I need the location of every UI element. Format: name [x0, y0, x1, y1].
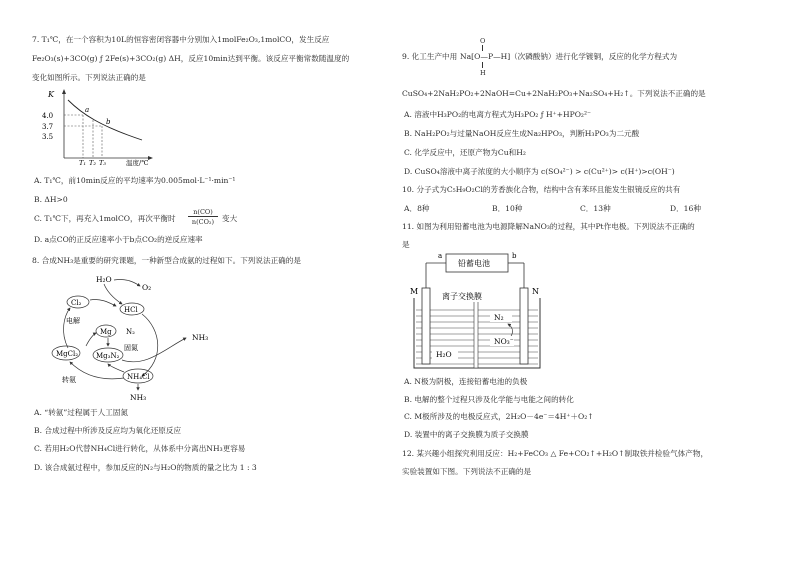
q11-electrolysis-apparatus — [408, 248, 548, 374]
x-tick-t2: T₂ — [89, 159, 96, 166]
q11-stem-line1: 11. 如图为利用铅蓄电池为电源降解NaNO₃的过程，其中Pt作电极。下列说法不正确的 — [402, 222, 695, 231]
membrane-label: 离子交换膜 — [442, 292, 482, 301]
k-curve — [68, 100, 142, 140]
mgcl2-to-mg-arrow — [86, 333, 96, 346]
q7-option-c-suffix: 变大 — [222, 214, 238, 223]
y-axis-arrow — [62, 89, 66, 94]
x-axis-arrow — [148, 156, 153, 160]
mg-label: Mg — [100, 328, 112, 336]
mgcl2-to-cl2-arrow — [64, 308, 70, 348]
terminal-b-label: b — [512, 252, 517, 260]
q9-structure-bond-top — [482, 45, 483, 51]
y-tick-3-7: 3.7 — [42, 123, 54, 131]
q10-option-a: A．8种 — [404, 204, 430, 213]
q7-option-c-numerator: n(CO) — [193, 208, 213, 216]
q8-option-c: C. 若用H₂O代替NH₄Cl进行转化，从体系中分离出NH₃更容易 — [34, 444, 246, 453]
q9-option-b: B. NaH₂PO₂与过量NaOH反应生成Na₂HPO₃，判断H₃PO₃为二元酸 — [404, 129, 640, 138]
q7-option-c-denominator: n(CO₂) — [191, 218, 215, 226]
nh4cl-to-mgcl2-arrow — [70, 362, 124, 379]
q11-stem-line2: 是 — [402, 240, 410, 249]
q10-option-d: D．16种 — [670, 204, 701, 213]
point-b-label: b — [106, 118, 111, 126]
q8-ammonia-synthesis-diagram — [46, 268, 226, 404]
q9-equation: CuSO₄+2NaH₂PO₂+2NaOH=Cu+2NaH₂PO₃+Na₂SO₄+H₂↑。下列说法不正确的是 — [402, 89, 706, 98]
y-tick-4-0: 4.0 — [42, 112, 54, 120]
q7-stem-line3: 变化如图所示。下列说法正确的是 — [32, 73, 146, 82]
electrolysis-label: 电解 — [66, 317, 80, 325]
q9-option-c: C. 化学反应中，还原产物为Cu和H₂ — [404, 148, 526, 157]
q7-option-c-prefix: C. T₁℃下，再充入1molCO，再次平衡时 — [34, 214, 176, 223]
q10-option-c: C．13种 — [580, 204, 611, 213]
q9-structure-formula: Na[O—P—H] — [460, 52, 511, 61]
nh4cl-label: NH₄Cl — [127, 373, 150, 381]
q9-structure-oxygen: O — [480, 37, 486, 45]
terminal-a-label: a — [438, 252, 443, 260]
q7-k-temperature-graph — [42, 86, 192, 166]
q8-stem: 8. 合成NH₃是重要的研究课题，一种新型合成氨的过程如下。下列说法正确的是 — [32, 256, 301, 265]
electrode-m — [422, 288, 430, 364]
q8-option-a: A. “转氨”过程属于人工固氮 — [34, 408, 129, 417]
n2-product-label: N₂ — [494, 313, 504, 322]
electrode-n — [520, 288, 528, 364]
q11-option-d: D. 装置中的离子交换膜为质子交换膜 — [404, 430, 529, 439]
q10-option-b: B．10种 — [492, 204, 523, 213]
q9-stem-suffix: （次磷酸钠）进行化学镀铜，反应的化学方程式为 — [510, 52, 678, 61]
h2o-to-o2-arrow — [114, 279, 140, 286]
battery-label: 铅蓄电池 — [458, 259, 490, 268]
transamination-label: 转氨 — [62, 376, 76, 384]
electrode-n-label: N — [532, 287, 539, 296]
q7-stem-line2: Fe₂O₃(s)+3CO(g) ƒ 2Fe(s)+3CO₂(g) ΔH，反应10min达到平衡。该反应平衡常数随温度的 — [32, 54, 350, 63]
q12-stem-line2: 实验装置如下图。下列说法不正确的是 — [402, 467, 532, 476]
q11-option-b: B. 电解的整个过程只涉及化学能与电能之间的转化 — [404, 395, 574, 404]
q7-option-d: D. a点CO的正反应速率小于b点CO₂的逆反应速率 — [34, 235, 203, 244]
q9-structure-hydrogen: H — [480, 69, 486, 77]
q9-option-d: D. CuSO₄溶液中离子浓度的大小顺序为 c(SO₄²⁻) > c(Cu²⁺)> c(H⁺)>c(OH⁻) — [404, 167, 675, 176]
x-axis-label: 温度/℃ — [126, 159, 149, 166]
nitrogen-fixation-label: 固氮 — [124, 344, 138, 352]
electrode-m-label: M — [410, 287, 419, 296]
q9-option-a: A. 溶液中H₃PO₂的电离方程式为H₃PO₂ ƒ H⁺+HPO₂²⁻ — [404, 110, 592, 119]
q7-option-a: A. T₁℃，前10min反应的平均速率为0.005mol·L⁻¹·min⁻¹ — [34, 176, 236, 185]
h2o-label: H₂O — [96, 275, 112, 284]
x-tick-t3: T₃ — [99, 159, 106, 166]
cl2-to-hcl-arrow — [90, 299, 116, 306]
cl2-label: Cl₂ — [71, 299, 82, 307]
nh3-bottom-label: NH₃ — [130, 393, 147, 402]
water-label: H₂O — [436, 350, 452, 359]
y-axis-label: K — [48, 90, 54, 99]
nh3-right-label: NH₃ — [192, 333, 209, 342]
mg3n2-label: Mg₃N₂ — [96, 352, 120, 360]
mgcl2-label: MgCl₂ — [56, 350, 79, 358]
nh4cl-to-mg3n2-arrow — [108, 364, 124, 372]
q8-option-d: D. 该合成氨过程中，参加反应的N₂与H₂O的物质的量之比为 1 : 3 — [34, 463, 257, 472]
q12-stem-line1: 12. 某兴趣小组探究利用反应：H₂+FeCO₃ △ Fe+CO₂↑+H₂O↑制取铁并检验气体产物， — [402, 449, 709, 458]
q11-option-c: C. M极所涉及的电极反应式，2H₂O－4e⁻＝4H⁺＋O₂↑ — [404, 412, 594, 421]
q7-option-c-fraction-bar — [188, 216, 218, 217]
nitrate-label: NO₃⁻ — [494, 337, 514, 346]
hcl-label: HCl — [124, 306, 138, 314]
q10-stem: 10. 分子式为C₅H₉O₂Cl的芳香族化合物，结构中含有苯环且能发生银镜反应的共有 — [402, 185, 681, 194]
q7-option-b: B. ΔH>0 — [34, 195, 68, 204]
y-tick-3-5: 3.5 — [42, 133, 54, 141]
x-tick-t1: T₁ — [79, 159, 86, 166]
q9-stem-prefix: 9. 化工生产中用 — [402, 52, 458, 61]
q7-stem-line1: 7. T₁℃，在一个容积为10L的恒容密闭容器中分别加入1molFe₂O₃,1molCO，发生反应 — [32, 35, 330, 44]
h2o-to-hcl-arrow — [104, 284, 122, 304]
n2-label: N₂ — [126, 328, 135, 336]
point-a-label: a — [85, 106, 90, 114]
o2-label: O₂ — [142, 283, 152, 292]
q11-option-a: A. N极为阴极，连接铅蓄电池的负极 — [404, 377, 528, 386]
ion-exchange-membrane — [474, 298, 478, 368]
q8-option-b: B. 合成过程中所涉及反应均为氧化还原反应 — [34, 426, 182, 435]
hcl-to-nh4cl-arrow — [142, 314, 158, 376]
